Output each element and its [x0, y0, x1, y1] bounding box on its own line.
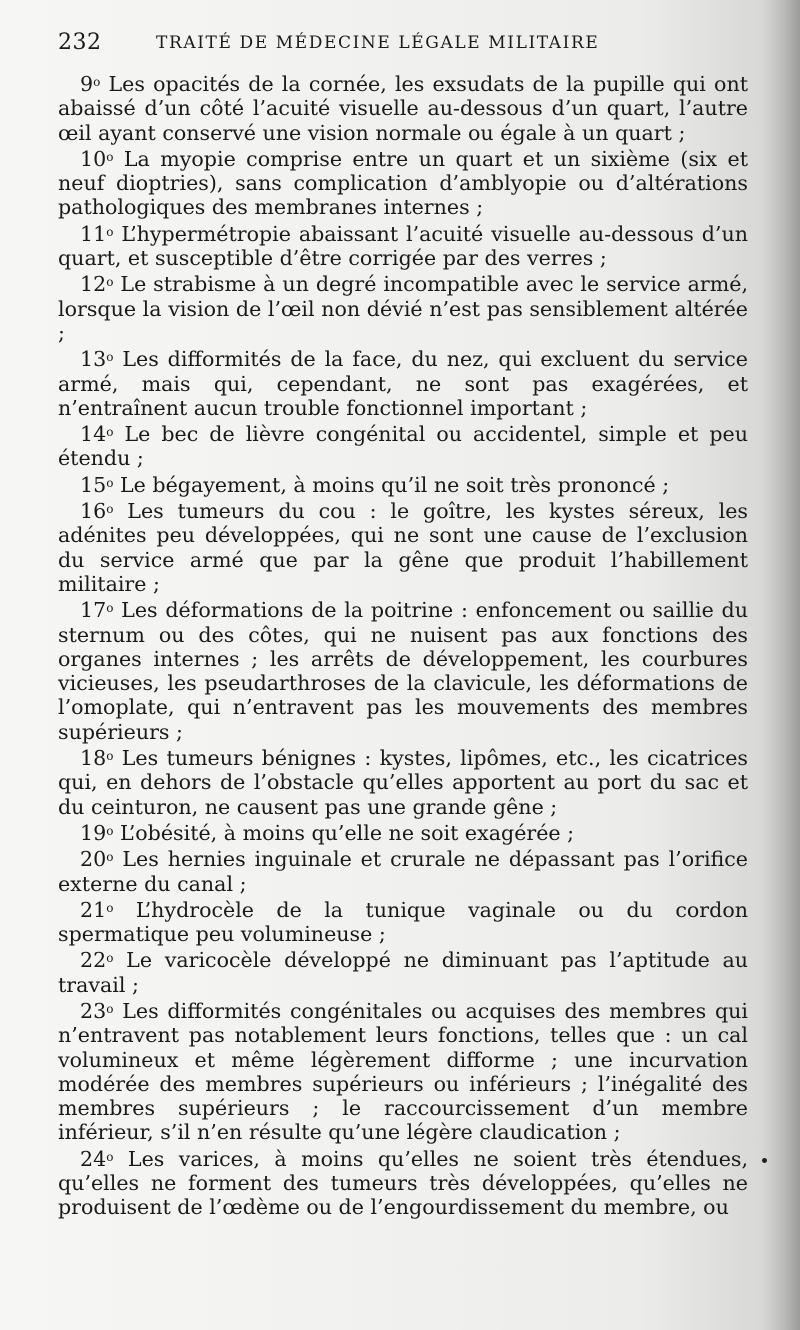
item-text: Les difformités congénitales ou acquises des membres qui n’entravent pas notablement leurs fonctions, telles que : un cal volumineux et même légèrement difforme ; une incurvation modérée des membres supérieurs ou inférieurs ; l’inégalité des membres supérieurs ; le raccourcissement d’un membre inférieur, s’il n’en résulte qu’une légère claudication ;	[58, 998, 748, 1145]
list-item	[58, 896, 748, 947]
item-number: 23$^o$	[80, 998, 114, 1023]
item-number: 19$^o$	[80, 820, 114, 845]
item-text: L’hypermétropie abaissant l’acuité visuelle au-dessous d’un quart, et susceptible d’être corrigée par des verres ;	[58, 221, 748, 271]
list-item	[58, 744, 748, 819]
item-text: Le bégayement, à moins qu’il ne soit très prononcé ;	[113, 472, 670, 497]
item-number: 17$^o$	[80, 598, 114, 623]
item-number: 9$^o$	[80, 72, 101, 96]
item-number: 18$^o$	[80, 746, 114, 771]
list-item	[58, 497, 748, 596]
list-item	[58, 145, 748, 220]
list-item	[58, 946, 748, 997]
list-item	[58, 596, 748, 744]
item-text: Les varices, à moins qu’elles ne soient très étendues, qu’elles ne forment des tumeurs très développées, qu’elles ne produisent de l’œdème ou de l’engourdissement du membre, ou	[58, 1146, 748, 1220]
item-text: Les tumeurs bénignes : kystes, lipômes, etc., les cicatrices qui, en dehors de l’obstacle qu’elles apportent au port du sac et du ceinturon, ne causent pas une grande gêne ;	[58, 746, 748, 819]
list-item	[58, 471, 748, 497]
list-item	[58, 270, 748, 345]
item-text: L’hydrocèle de la tunique vaginale ou du cordon spermatique peu volumineuse ;	[58, 897, 748, 947]
item-text: La myopie comprise entre un quart et un sixième (six et neuf dioptries), sans complication d’amblyopie ou d’altérations pathologiques des membranes internes ;	[58, 146, 748, 220]
item-number: 20$^o$	[80, 847, 114, 872]
item-text: Les opacités de la cornée, les exsudats de la pupille qui ont abaissé d’un côté l’acuité visuelle au-dessous d’un quart, l’autre œil ayant conservé une vision normale ou égale à un quart ;	[58, 72, 748, 145]
spine-shadow	[766, 0, 800, 1330]
running-title: TRAITÉ DE MÉDECINE LÉGALE MILITAIRE	[156, 33, 600, 53]
item-text: Le bec de lièvre congénital ou accidentel, simple et peu étendu ;	[58, 422, 748, 471]
item-text: Les difformités de la face, du nez, qui excluent du service armé, mais qui, cependant, ne sont pas exagérées, et n’entraînent aucun trouble fonctionnel important ;	[58, 347, 748, 420]
list-item	[58, 70, 748, 145]
list-item	[58, 1145, 748, 1220]
item-text: L’obésité, à moins qu’elle ne soit exagérée ;	[113, 820, 575, 845]
item-number: 12$^o$	[80, 272, 114, 297]
list-item	[58, 819, 748, 845]
item-number: 14$^o$	[80, 422, 114, 447]
page-header	[58, 30, 748, 60]
list-item	[58, 420, 748, 471]
item-text: Le strabisme à un degré incompatible avec le service armé, lorsque la vision de l’œil non dévié n’est pas sensiblement altérée ;	[58, 272, 748, 345]
item-text: Le varicocèle développé ne diminuant pas l’aptitude au travail ;	[58, 948, 748, 997]
ink-dot	[762, 1158, 767, 1163]
item-number: 11$^o$	[80, 221, 114, 246]
item-number: 21$^o$	[80, 897, 114, 922]
list-item	[58, 345, 748, 420]
item-text: Les hernies inguinale et crurale ne dépassant pas l’orifice externe du canal ;	[58, 847, 748, 896]
item-number: 22$^o$	[80, 948, 114, 973]
item-text: Les déformations de la poitrine : enfoncement ou saillie du sternum ou des côtes, qui ne nuisent pas aux fonctions des organes internes ; les arrêts de développement, les courbures vicieuses, les pseudarthroses de la clavicule, les déformations de l’omoplate, qui n’entravent pas les mouvements des membres supérieurs ;	[58, 598, 748, 744]
body-text	[58, 70, 748, 1220]
list-item	[58, 997, 748, 1145]
item-number: 15$^o$	[80, 472, 114, 497]
item-number: 16$^o$	[80, 499, 114, 524]
item-number: 13$^o$	[80, 347, 114, 372]
item-number: 24$^o$	[80, 1146, 114, 1171]
item-number: 10$^o$	[80, 146, 114, 171]
item-text: Les tumeurs du cou : le goître, les kystes séreux, les adénites peu développées, qui ne sont une cause de l’exclusion du service armé que par la gêne que produit l’habillement militaire ;	[58, 499, 748, 596]
list-item	[58, 220, 748, 271]
page-number: 232	[58, 30, 102, 55]
list-item	[58, 845, 748, 896]
